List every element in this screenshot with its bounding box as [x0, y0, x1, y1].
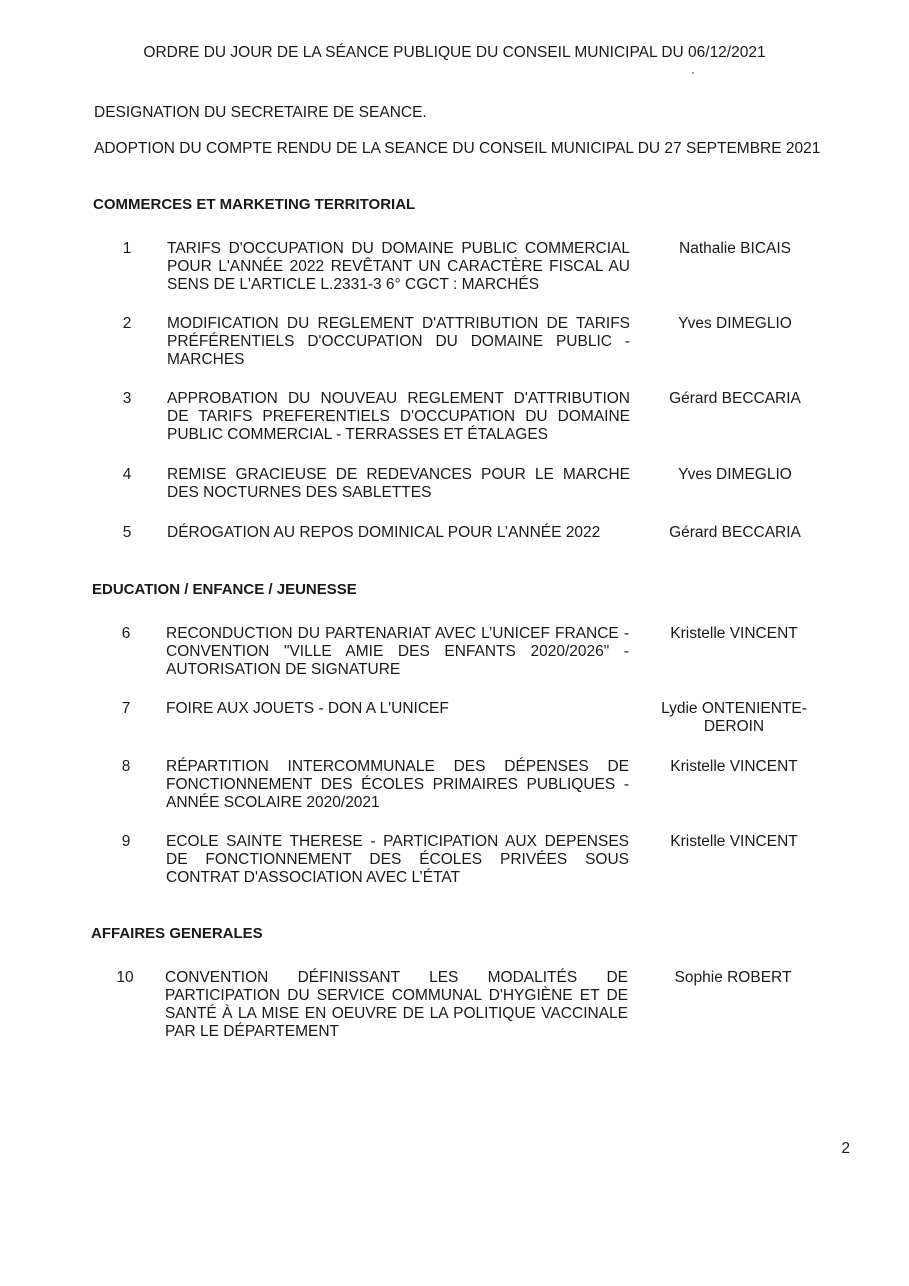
item-number: 7 — [121, 700, 131, 717]
item-number: 2 — [122, 315, 132, 332]
secretary-designation: DESIGNATION DU SECRETAIRE DE SEANCE. — [94, 104, 427, 121]
item-text: DÉROGATION AU REPOS DOMINICAL POUR L’ANNÉE 2022 — [167, 524, 601, 541]
page-number: 2 — [841, 1140, 850, 1157]
minutes-adoption: ADOPTION DU COMPTE RENDU DE LA SEANCE DU CONSEIL MUNICIPAL DU 27 SEPTEMBRE 2021 — [94, 140, 821, 157]
item-number: 9 — [121, 833, 131, 850]
item-rapporteur: Yves DIMEGLIO — [678, 315, 792, 332]
item-rapporteur: Sophie ROBERT — [674, 969, 792, 986]
item-text: CONVENTION DÉFINISSANT LES MODALITÉS DE PARTICIPATION DU SERVICE COMMUNAL D'HYGIÈNE ET DE SANTÉ À LA MISE EN OEUVRE DE LA POLITIQUE VACCINALE PAR LE DÉPARTEMENT — [165, 969, 628, 1040]
section-title-commerces: COMMERCES ET MARKETING TERRITORIAL — [93, 196, 416, 213]
scan-speck — [692, 72, 694, 74]
item-text: RÉPARTITION INTERCOMMUNALE DES DÉPENSES DE FONCTIONNEMENT DES ÉCOLES PRIMAIRES PUBLIQUES - ANNÉE SCOLAIRE 2020/2021 — [166, 758, 629, 811]
item-rapporteur: Lydie ONTENIENTE-DEROIN — [661, 700, 807, 735]
item-number: 4 — [122, 466, 132, 483]
item-number: 10 — [116, 969, 134, 986]
item-text: APPROBATION DU NOUVEAU REGLEMENT D'ATTRIBUTION DE TARIFS PREFERENTIELS D'OCCUPATION DU DOMAINE PUBLIC COMMERCIAL - TERRASSES ET ÉTALAGES — [167, 390, 630, 443]
item-text: REMISE GRACIEUSE DE REDEVANCES POUR LE MARCHE DES NOCTURNES DES SABLETTES — [167, 466, 630, 501]
section-title-education: EDUCATION / ENFANCE / JEUNESSE — [92, 581, 357, 598]
item-number: 3 — [122, 390, 132, 407]
page-title: ORDRE DU JOUR DE LA SÉANCE PUBLIQUE DU CONSEIL MUNICIPAL DU 06/12/2021 — [143, 44, 766, 61]
item-text: RECONDUCTION DU PARTENARIAT AVEC L’UNICEF FRANCE - CONVENTION "VILLE AMIE DES ENFANTS 2020/2026" - AUTORISATION DE SIGNATURE — [166, 625, 629, 678]
section-title-affaires: AFFAIRES GENERALES — [91, 925, 263, 942]
item-rapporteur: Kristelle VINCENT — [670, 625, 798, 642]
item-text: ECOLE SAINTE THERESE - PARTICIPATION AUX DEPENSES DE FONCTIONNEMENT DES ÉCOLES PRIVÉES SOUS CONTRAT D'ASSOCIATION AVEC L’ÉTAT — [166, 833, 629, 886]
item-number: 6 — [121, 625, 131, 642]
item-text: TARIFS D'OCCUPATION DU DOMAINE PUBLIC COMMERCIAL POUR L'ANNÉE 2022 REVÊTANT UN CARACTÈRE FISCAL AU SENS DE L'ARTICLE L.2331-3 6° CGCT : MARCHÉS — [167, 240, 630, 293]
item-rapporteur: Yves DIMEGLIO — [678, 466, 792, 483]
item-rapporteur: Gérard BECCARIA — [669, 390, 801, 407]
item-rapporteur: Gérard BECCARIA — [669, 524, 801, 541]
item-text: FOIRE AUX JOUETS - DON A L'UNICEF — [166, 700, 449, 717]
item-text: MODIFICATION DU REGLEMENT D'ATTRIBUTION DE TARIFS PRÉFÉRENTIELS D'OCCUPATION DU DOMAINE PUBLIC - MARCHES — [167, 315, 630, 368]
item-rapporteur: Nathalie BICAIS — [679, 240, 791, 257]
item-number: 8 — [121, 758, 131, 775]
item-rapporteur: Kristelle VINCENT — [670, 758, 798, 775]
item-rapporteur: Kristelle VINCENT — [670, 833, 798, 850]
item-number: 5 — [122, 524, 132, 541]
item-number: 1 — [122, 240, 132, 257]
